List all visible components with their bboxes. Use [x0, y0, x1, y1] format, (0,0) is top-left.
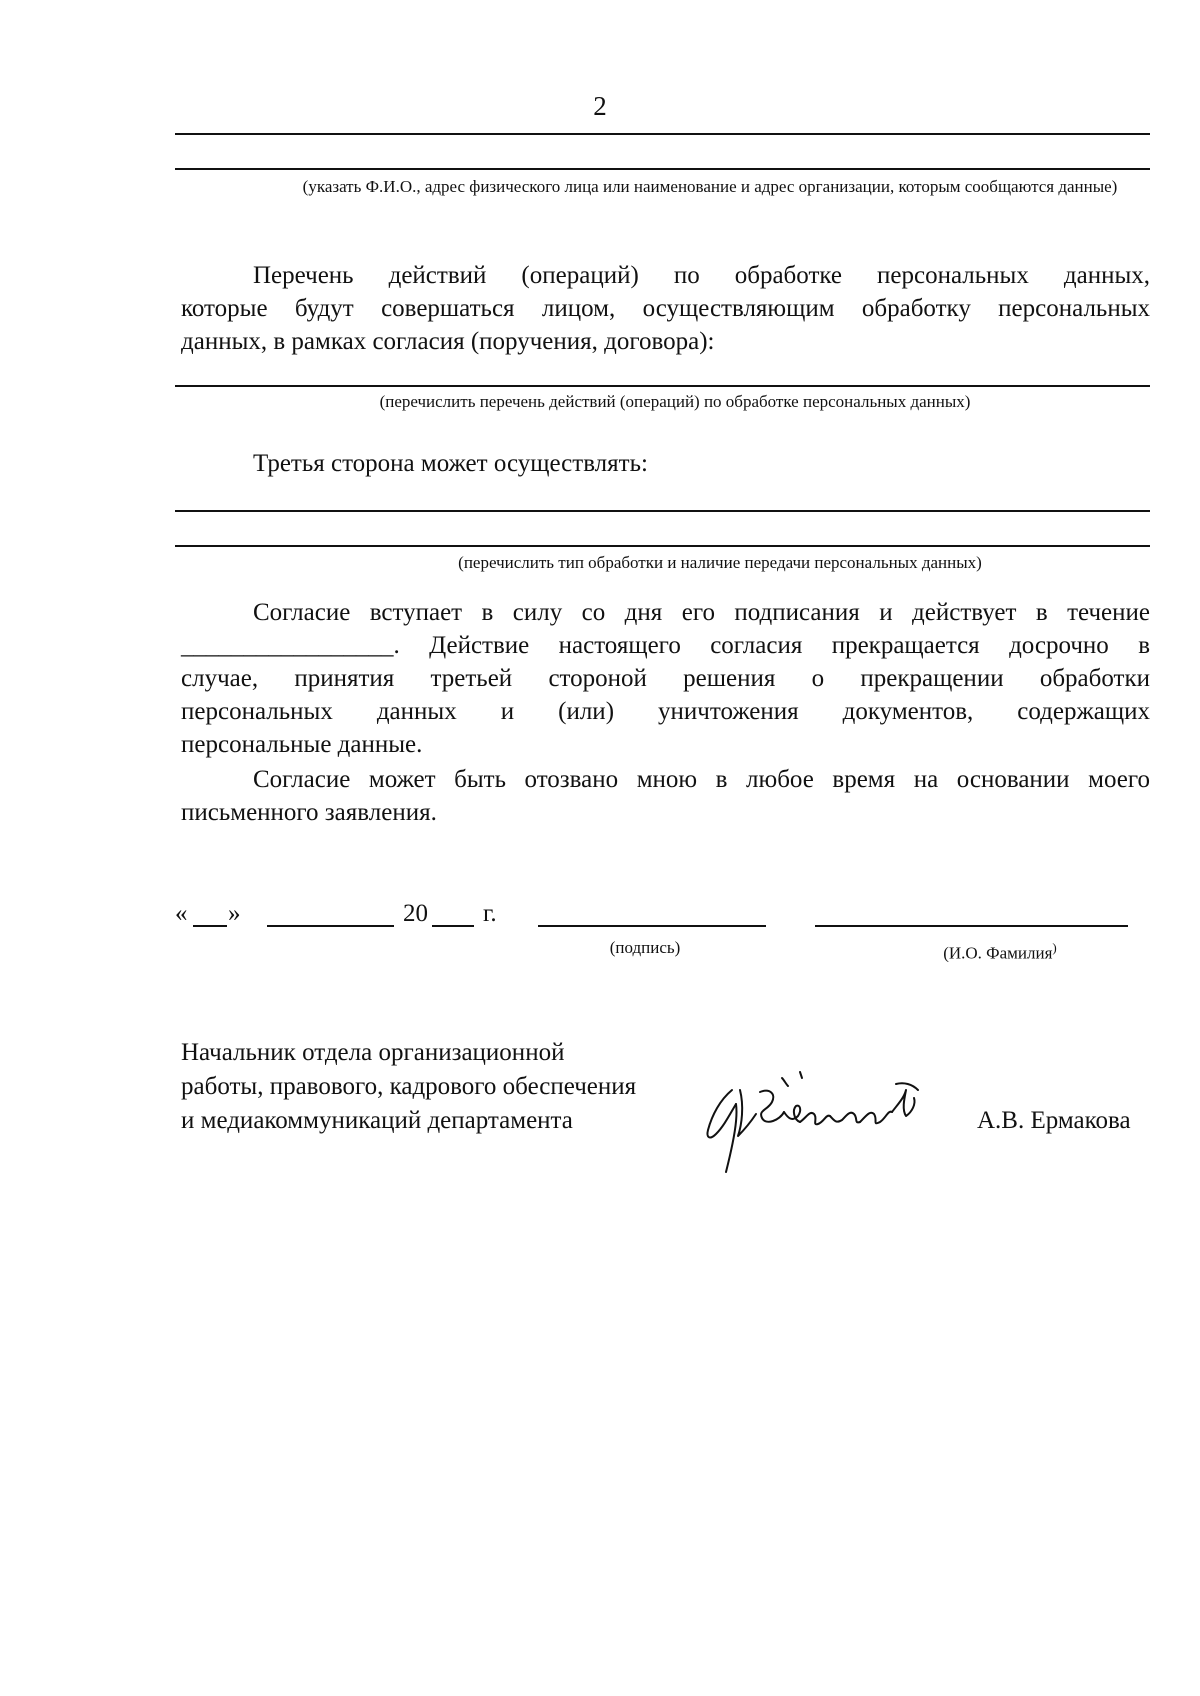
date-year-line [432, 925, 474, 927]
third-party-heading: Третья сторона может осуществлять: [253, 450, 648, 477]
validity-line-5: персональные данные. [181, 731, 423, 758]
recipient-line-2 [175, 168, 1150, 170]
handwritten-signature [700, 1070, 940, 1180]
name-caption-mark: ) [1052, 940, 1057, 955]
name-caption-text: (И.О. Фамилия [943, 943, 1053, 963]
third-party-caption: (перечислить тип обработки и наличие передачи персональных данных) [458, 553, 982, 572]
date-open-quote: « [175, 900, 188, 927]
actions-caption: (перечислить перечень действий (операций) по обработке персональных данных) [379, 392, 971, 411]
name-line [815, 925, 1128, 927]
recipient-caption: (указать Ф.И.О., адрес физического лица или наименование и адрес организации, которым сообщаются данные) [302, 177, 1118, 196]
revocation-line-2: письменного заявления. [181, 799, 437, 826]
date-year-prefix: 20 [403, 900, 428, 927]
third-party-line-1 [175, 510, 1150, 512]
validity-line-1: Согласие вступает в силу со дня его подписания и действует в течение [253, 599, 1150, 626]
signer-name: А.В. Ермакова [977, 1107, 1131, 1134]
validity-paragraph [181, 596, 1150, 761]
recipient-line-1 [175, 133, 1150, 135]
actions-line-3: данных, в рамках согласия (поручения, договора): [181, 328, 715, 355]
actions-line-1: Перечень действий (операций) по обработке персональных данных, [253, 262, 1150, 289]
signer-position [181, 1036, 636, 1138]
page-number: 2 [593, 91, 607, 121]
revocation-paragraph [181, 763, 1150, 829]
validity-line-2: _________________. Действие настоящего согласия прекращается досрочно в [181, 632, 1150, 659]
revocation-line-1: Согласие может быть отозвано мною в любое время на основании моего [253, 766, 1150, 793]
date-close-quote: » [228, 900, 241, 927]
signer-position-line-1: Начальник отдела организационной [181, 1039, 565, 1066]
signer-position-line-2: работы, правового, кадрового обеспечения [181, 1073, 637, 1100]
date-day-line [193, 925, 227, 927]
signature-caption: (подпись) [609, 938, 681, 957]
actions-line-2: которые будут совершаться лицом, осуществляющим обработку персональных [181, 295, 1150, 322]
name-caption [900, 937, 1100, 965]
signer-position-line-3: и медиакоммуникаций департамента [181, 1107, 573, 1134]
actions-paragraph [181, 259, 1150, 358]
signature-line [538, 925, 766, 927]
date-month-line [267, 925, 394, 927]
date-year-suffix: г. [483, 900, 497, 927]
validity-line-4: персональных данных и (или) уничтожения документов, содержащих [181, 698, 1150, 725]
actions-line [175, 385, 1150, 387]
third-party-line-2 [175, 545, 1150, 547]
validity-line-3: случае, принятия третьей стороной решения о прекращении обработки [181, 665, 1150, 692]
